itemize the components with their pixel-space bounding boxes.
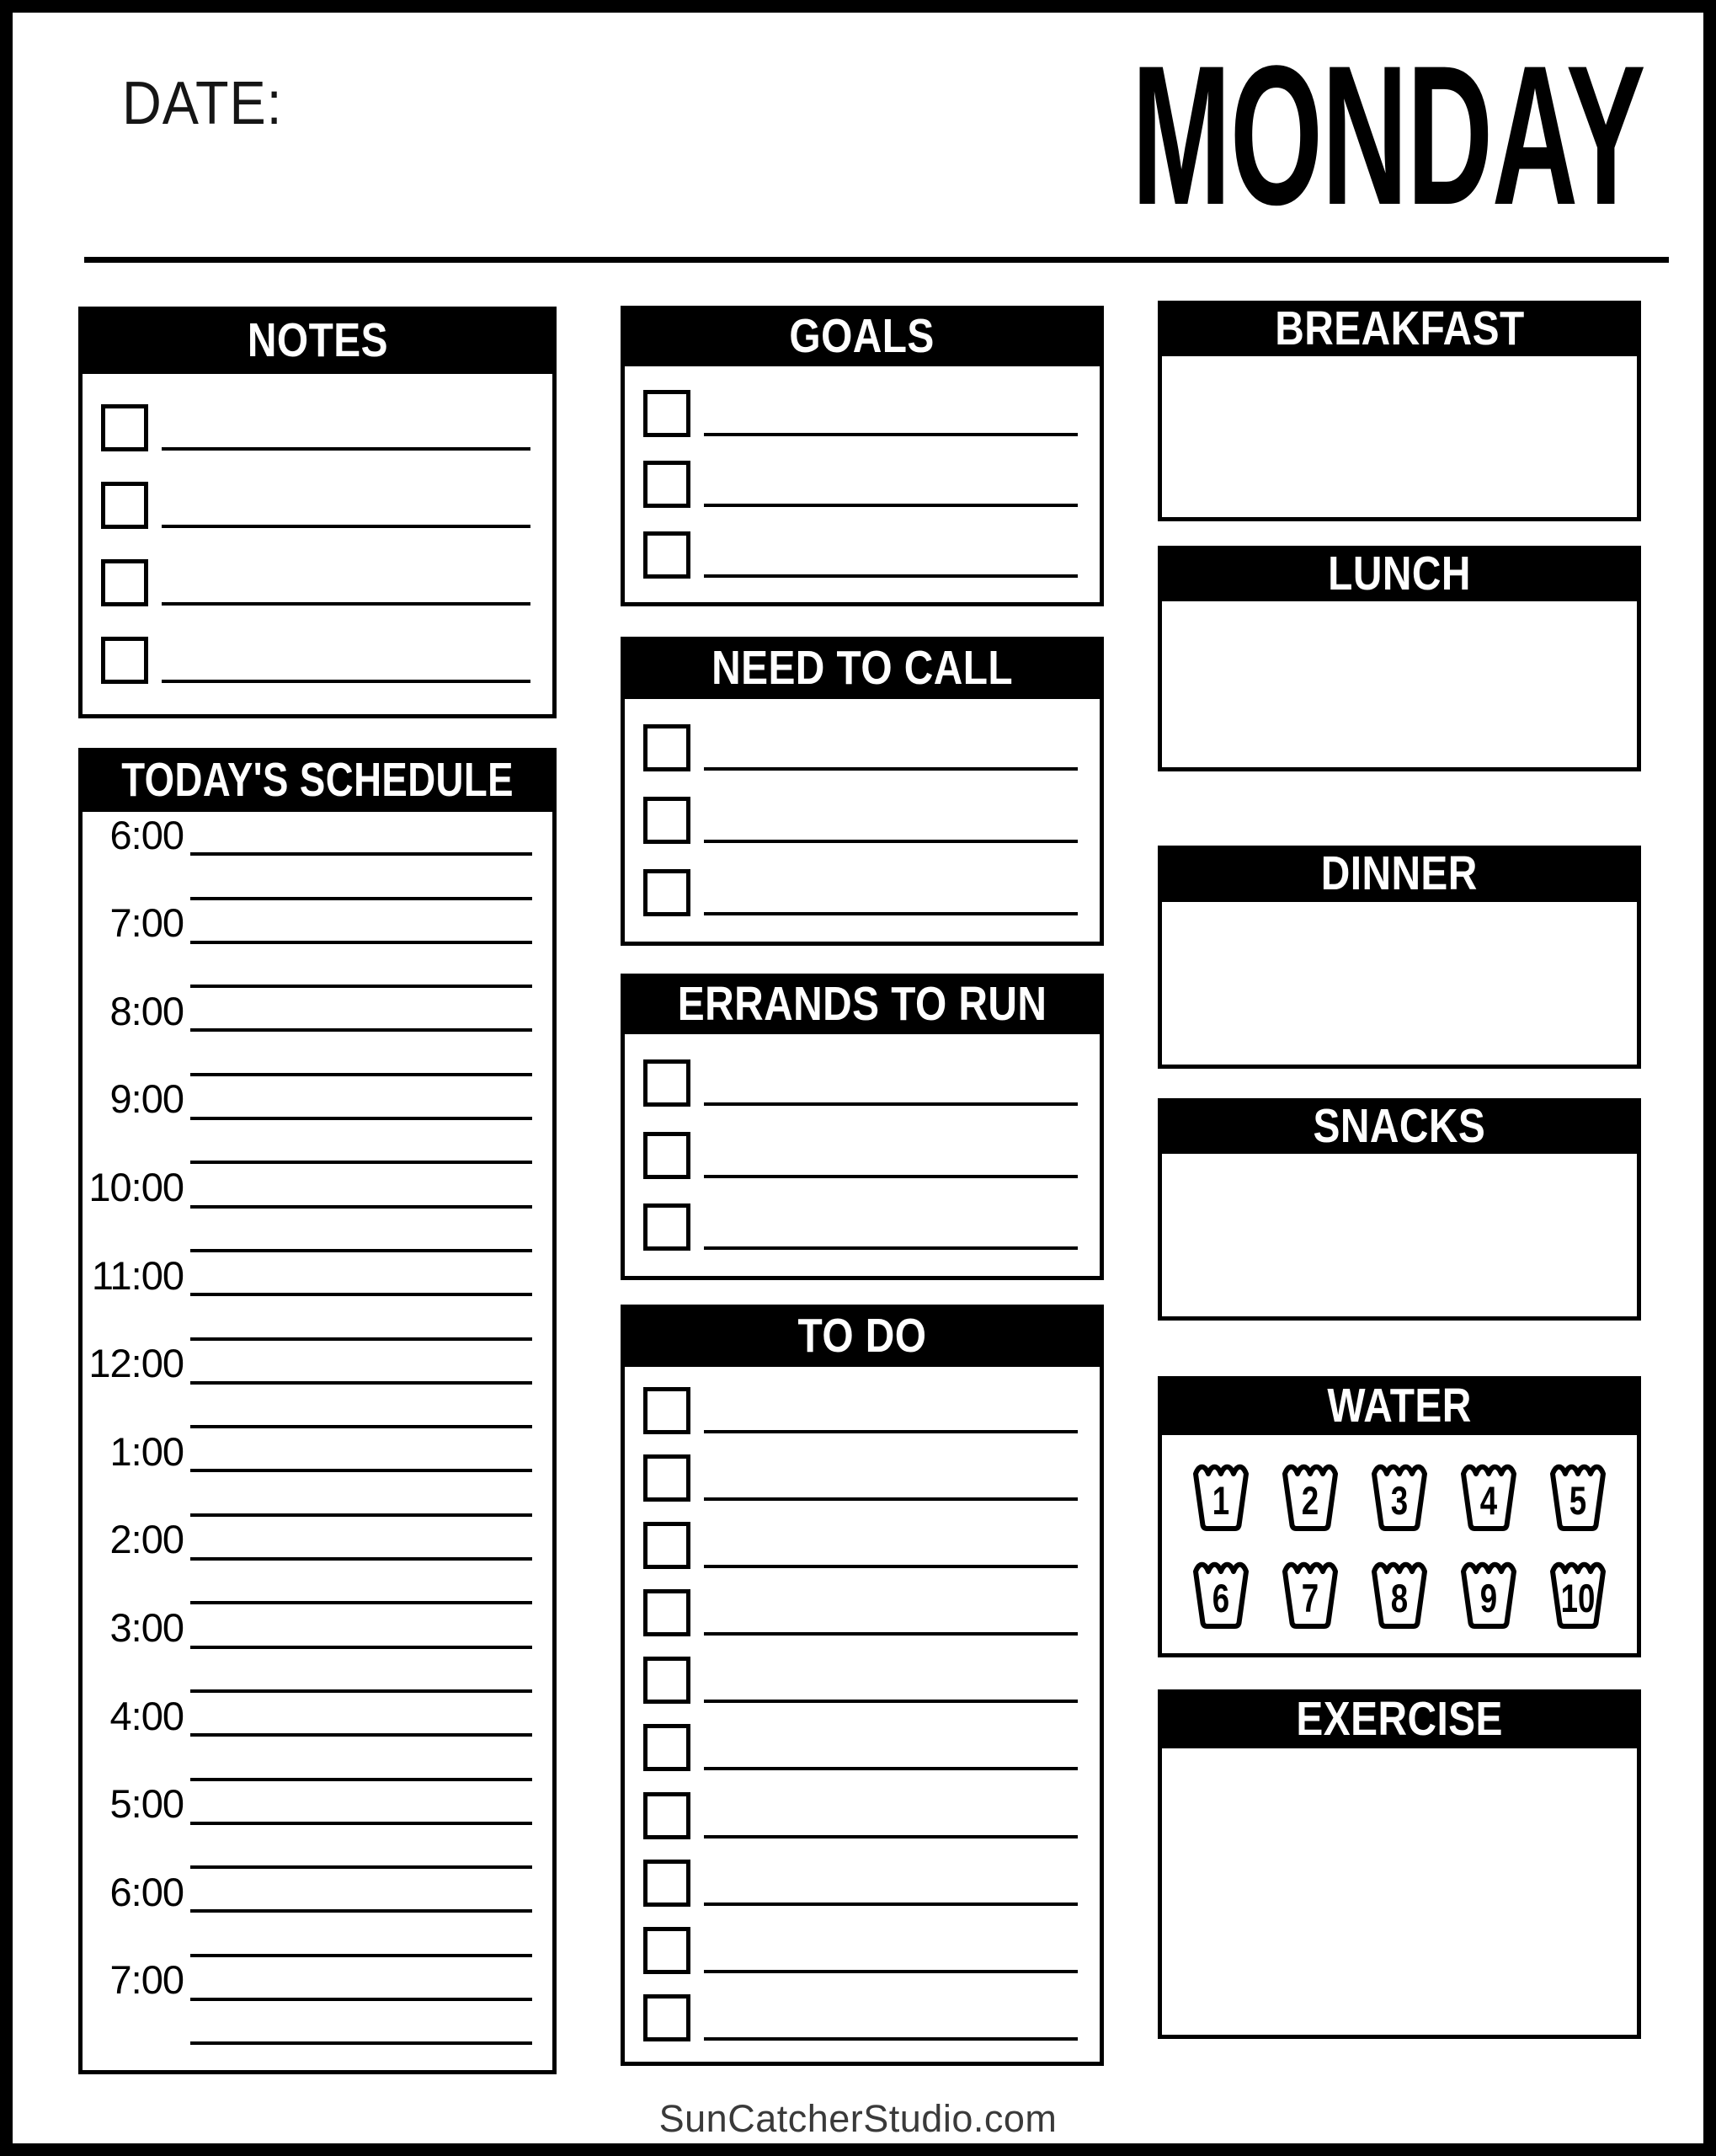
errands-body <box>621 1034 1104 1280</box>
schedule-row-half <box>83 1296 552 1340</box>
write-line[interactable] <box>190 2041 532 2045</box>
breakfast-section <box>1158 301 1641 521</box>
checkbox[interactable] <box>643 869 690 916</box>
write-line[interactable] <box>704 767 1078 771</box>
goals-header <box>621 306 1104 366</box>
need-to-call-section <box>621 637 1104 946</box>
write-line[interactable] <box>704 1767 1078 1770</box>
todo-title: TO DO <box>797 1308 927 1363</box>
write-line[interactable] <box>704 1903 1078 1906</box>
water-cup[interactable] <box>1280 1459 1340 1532</box>
schedule-row-half <box>83 1649 552 1693</box>
todo-row <box>625 1927 1100 1974</box>
checkbox[interactable] <box>643 390 690 437</box>
water-cup[interactable] <box>1548 1459 1608 1532</box>
schedule-row <box>83 1076 552 1120</box>
checkbox[interactable] <box>643 1522 690 1569</box>
schedule-row <box>83 988 552 1032</box>
dinner-entry-area[interactable] <box>1158 902 1641 1069</box>
schedule-body <box>78 812 557 2074</box>
checkbox[interactable] <box>643 1724 690 1771</box>
dinner-title: DINNER <box>1320 846 1479 900</box>
schedule-row <box>83 1341 552 1385</box>
todo-row <box>625 1657 1100 1704</box>
note-row <box>83 559 552 606</box>
cup-number: 3 <box>1390 1478 1409 1524</box>
time-label: 1:00 <box>109 1428 184 1474</box>
time-label: 7:00 <box>109 900 184 946</box>
cup-number: 6 <box>1212 1575 1230 1620</box>
checkbox[interactable] <box>643 531 690 579</box>
time-label: 5:00 <box>109 1781 184 1827</box>
checkbox[interactable] <box>643 1454 690 1502</box>
write-line[interactable] <box>704 574 1078 578</box>
schedule-row <box>83 900 552 944</box>
schedule-title: TODAY'S SCHEDULE <box>121 752 514 807</box>
cup-number: 9 <box>1479 1575 1498 1620</box>
call-row <box>625 724 1100 771</box>
todo-section <box>621 1305 1104 2066</box>
write-line[interactable] <box>704 1175 1078 1178</box>
checkbox[interactable] <box>101 637 148 684</box>
todo-row <box>625 1724 1100 1771</box>
errands-header <box>621 974 1104 1034</box>
time-label: 6:00 <box>109 1869 184 1914</box>
time-label: 2:00 <box>109 1517 184 1562</box>
water-cup[interactable] <box>1548 1556 1608 1630</box>
checkbox[interactable] <box>643 1792 690 1839</box>
todo-row <box>625 1522 1100 1569</box>
schedule-row <box>83 812 552 856</box>
write-line[interactable] <box>704 1565 1078 1568</box>
errands-title: ERRANDS TO RUN <box>677 976 1047 1031</box>
exercise-header <box>1158 1689 1641 1748</box>
schedule-row-half <box>83 1032 552 1075</box>
notes-section <box>78 307 557 718</box>
water-body <box>1158 1435 1641 1657</box>
time-label: 6:00 <box>109 812 184 857</box>
errand-row <box>625 1059 1100 1107</box>
checkbox[interactable] <box>643 1387 690 1434</box>
notes-body <box>78 374 557 718</box>
schedule-row <box>83 1781 552 1825</box>
write-line[interactable] <box>704 1632 1078 1636</box>
dinner-section <box>1158 846 1641 1069</box>
schedule-row-half <box>83 856 552 899</box>
schedule-row-half <box>83 1913 552 1956</box>
notes-header <box>78 307 557 374</box>
breakfast-header <box>1158 301 1641 356</box>
time-label: 4:00 <box>109 1693 184 1738</box>
snacks-header <box>1158 1098 1641 1154</box>
errand-row <box>625 1132 1100 1179</box>
schedule-row <box>83 1428 552 1472</box>
goals-section <box>621 306 1104 606</box>
goals-title: GOALS <box>789 308 935 363</box>
lunch-section <box>1158 546 1641 771</box>
water-cup[interactable] <box>1458 1459 1519 1532</box>
water-title: WATER <box>1327 1378 1472 1433</box>
exercise-entry-area[interactable] <box>1158 1748 1641 2039</box>
schedule-row-half <box>83 1737 552 1780</box>
todo-header <box>621 1305 1104 1367</box>
goal-row <box>625 461 1100 508</box>
goal-row <box>625 390 1100 437</box>
schedule-row-half <box>83 1561 552 1604</box>
schedule-row <box>83 1252 552 1296</box>
checkbox[interactable] <box>643 1132 690 1179</box>
water-cup[interactable] <box>1458 1556 1519 1630</box>
lunch-title: LUNCH <box>1328 546 1471 600</box>
write-line[interactable] <box>704 2037 1078 2041</box>
need-to-call-title: NEED TO CALL <box>711 640 1013 695</box>
water-cup[interactable] <box>1191 1459 1251 1532</box>
need-to-call-body <box>621 699 1104 946</box>
cup-number: 2 <box>1301 1478 1319 1524</box>
header-divider <box>84 257 1669 263</box>
schedule-row <box>83 1957 552 2001</box>
note-row <box>83 637 552 684</box>
write-line[interactable] <box>704 1246 1078 1250</box>
schedule-row <box>83 1164 552 1208</box>
write-line[interactable] <box>704 1700 1078 1703</box>
water-cup[interactable] <box>1369 1459 1430 1532</box>
cup-number: 1 <box>1212 1478 1230 1524</box>
write-line[interactable] <box>162 525 530 528</box>
water-cup-row <box>1162 1556 1637 1630</box>
schedule-row-half <box>83 1825 552 1869</box>
schedule-row <box>83 1604 552 1648</box>
checkbox[interactable] <box>643 1059 690 1107</box>
errands-section <box>621 974 1104 1280</box>
time-label: 12:00 <box>88 1341 184 1386</box>
schedule-row-half <box>83 2001 552 2045</box>
snacks-section <box>1158 1098 1641 1321</box>
schedule-row <box>83 1517 552 1561</box>
snacks-title: SNACKS <box>1313 1098 1486 1153</box>
todo-row <box>625 1792 1100 1839</box>
todo-row <box>625 1994 1100 2041</box>
todo-row <box>625 1454 1100 1502</box>
need-to-call-header <box>621 637 1104 699</box>
cup-number: 4 <box>1479 1478 1498 1524</box>
todo-row <box>625 1589 1100 1636</box>
schedule-header <box>78 748 557 812</box>
cup-number: 5 <box>1569 1478 1587 1524</box>
schedule-row-half <box>83 944 552 988</box>
time-label: 8:00 <box>109 988 184 1033</box>
footer-credit: SunCatcherStudio.com <box>658 2097 1058 2140</box>
date-label: DATE: <box>122 70 283 137</box>
checkbox[interactable] <box>643 1657 690 1704</box>
note-row <box>83 482 552 529</box>
write-line[interactable] <box>704 1102 1078 1106</box>
checkbox[interactable] <box>101 404 148 451</box>
water-section <box>1158 1376 1641 1657</box>
cup-number: 7 <box>1301 1575 1319 1620</box>
time-label-empty <box>83 2043 190 2045</box>
checkbox[interactable] <box>643 797 690 844</box>
note-row <box>83 404 552 451</box>
checkbox[interactable] <box>643 461 690 508</box>
cup-number: 8 <box>1390 1575 1409 1620</box>
schedule-row <box>83 1869 552 1913</box>
write-line[interactable] <box>704 1430 1078 1433</box>
call-row <box>625 797 1100 844</box>
water-cup-grid <box>1162 1435 1637 1653</box>
time-label: 11:00 <box>91 1252 184 1298</box>
write-line[interactable] <box>162 680 530 683</box>
checkbox[interactable] <box>643 1927 690 1974</box>
schedule-row <box>83 1693 552 1737</box>
water-header <box>1158 1376 1641 1435</box>
todo-row <box>625 1860 1100 1907</box>
checkbox[interactable] <box>643 1994 690 2041</box>
write-line[interactable] <box>162 602 530 606</box>
breakfast-title: BREAKFAST <box>1274 301 1525 355</box>
write-line[interactable] <box>704 504 1078 507</box>
checkbox[interactable] <box>643 1203 690 1251</box>
breakfast-entry-area[interactable] <box>1158 356 1641 521</box>
schedule-row-half <box>83 1209 552 1252</box>
time-label: 9:00 <box>109 1076 184 1122</box>
lunch-entry-area[interactable] <box>1158 601 1641 771</box>
checkbox[interactable] <box>643 1860 690 1907</box>
todo-row <box>625 1387 1100 1434</box>
errand-row <box>625 1203 1100 1251</box>
checkbox[interactable] <box>101 559 148 606</box>
write-line[interactable] <box>704 433 1078 436</box>
dinner-header <box>1158 846 1641 902</box>
write-line[interactable] <box>162 447 530 451</box>
water-cup[interactable] <box>1191 1556 1251 1630</box>
water-cup-row <box>1162 1459 1637 1532</box>
water-cup[interactable] <box>1369 1556 1430 1630</box>
schedule-row-half <box>83 1120 552 1164</box>
exercise-title: EXERCISE <box>1296 1691 1503 1746</box>
checkbox[interactable] <box>643 1589 690 1636</box>
checkbox[interactable] <box>101 482 148 529</box>
time-label: 7:00 <box>109 1957 184 2003</box>
call-row <box>625 869 1100 916</box>
time-label: 10:00 <box>88 1165 184 1210</box>
write-line[interactable] <box>704 840 1078 843</box>
schedule-row-half <box>83 1472 552 1516</box>
lunch-header <box>1158 546 1641 601</box>
cup-number: 10 <box>1560 1575 1596 1620</box>
snacks-entry-area[interactable] <box>1158 1154 1641 1321</box>
schedule-row-half <box>83 1385 552 1428</box>
goal-row <box>625 531 1100 579</box>
checkbox[interactable] <box>643 724 690 771</box>
schedule-section <box>78 748 557 2074</box>
write-line[interactable] <box>704 1835 1078 1838</box>
day-title: MONDAY <box>1131 24 1644 247</box>
write-line[interactable] <box>704 1970 1078 1973</box>
goals-body <box>621 366 1104 606</box>
exercise-section <box>1158 1689 1641 2039</box>
write-line[interactable] <box>704 1497 1078 1501</box>
write-line[interactable] <box>704 912 1078 915</box>
notes-title: NOTES <box>247 312 388 367</box>
water-cup[interactable] <box>1280 1556 1340 1630</box>
time-label: 3:00 <box>109 1605 184 1650</box>
todo-body <box>621 1367 1104 2066</box>
